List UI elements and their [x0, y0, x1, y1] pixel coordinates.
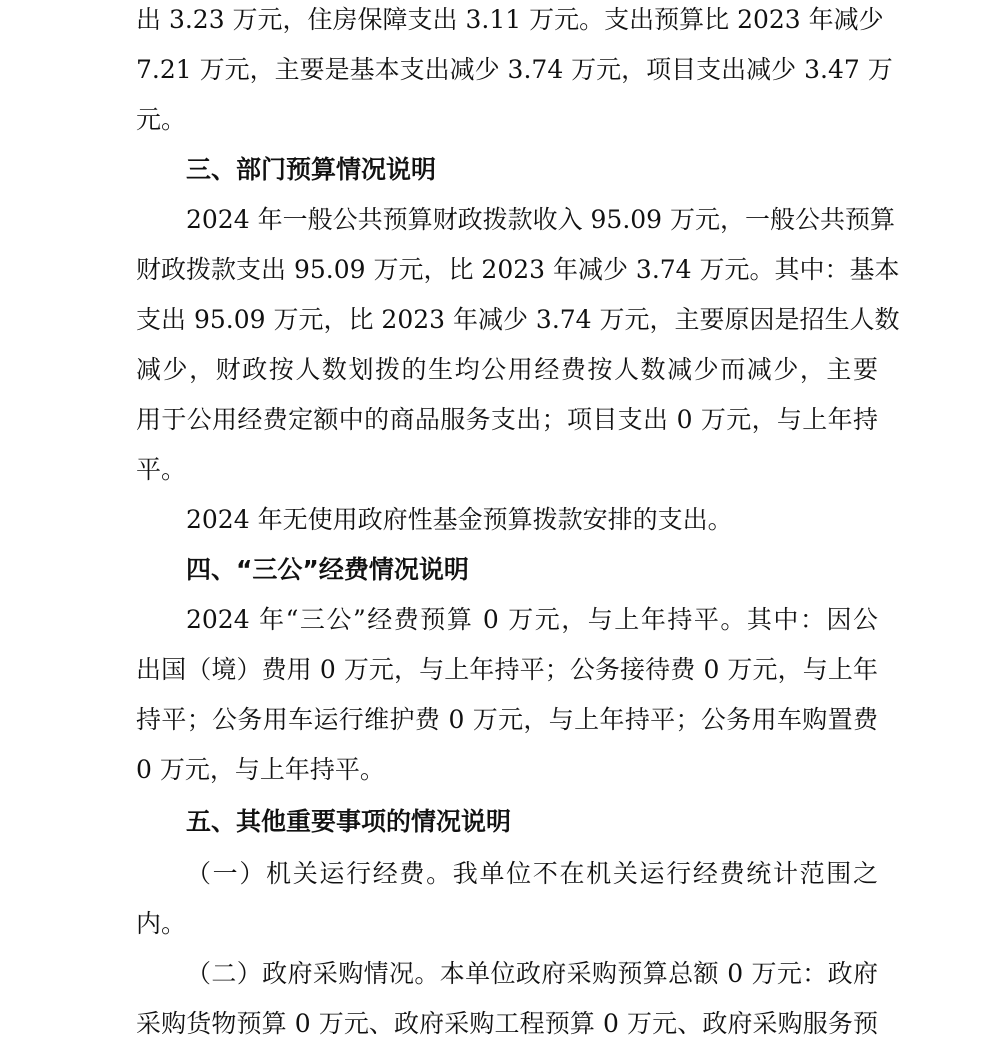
body-text-line: 用于公用经费定额中的商品服务支出；项目支出 0 万元，与上年持	[136, 405, 878, 434]
body-text-line: 出国（境）费用 0 万元，与上年持平；公务接待费 0 万元，与上年	[136, 655, 878, 684]
body-text-line: 平。	[136, 455, 187, 484]
body-text-line: 0 万元，与上年持平。	[136, 755, 385, 784]
body-text-line: 支出 95.09 万元，比 2023 年减少 3.74 万元，主要原因是招生人数	[136, 305, 900, 334]
body-text-line: 财政拨款支出 95.09 万元，比 2023 年减少 3.74 万元。其中：基本	[136, 255, 900, 284]
body-text-line: （二）政府采购情况。本单位政府采购预算总额 0 万元：政府	[186, 959, 878, 988]
body-text-line: 2024 年“三公”经费预算 0 万元，与上年持平。其中：因公	[186, 605, 878, 634]
body-text-line: 持平；公务用车运行维护费 0 万元，与上年持平；公务用车购置费	[136, 705, 878, 734]
body-text-line: （一）机关运行经费。我单位不在机关运行经费统计范围之	[186, 859, 878, 888]
body-text-line: 出 3.23 万元，住房保障支出 3.11 万元。支出预算比 2023 年减少	[136, 5, 884, 34]
section-heading-4: 四、“三公”经费情况说明	[186, 555, 469, 584]
section-heading-3: 三、部门预算情况说明	[186, 155, 437, 184]
body-text-line: 采购货物预算 0 万元、政府采购工程预算 0 万元、政府采购服务预	[136, 1009, 878, 1038]
body-text-line: 元。	[136, 105, 187, 134]
body-text-line: 2024 年无使用政府性基金预算拨款安排的支出。	[186, 505, 733, 534]
section-heading-5: 五、其他重要事项的情况说明	[186, 807, 512, 836]
body-text-line: 2024 年一般公共预算财政拨款收入 95.09 万元，一般公共预算	[186, 205, 896, 234]
body-text-line: 减少，财政按人数划拨的生均公用经费按人数减少而减少，主要	[136, 355, 878, 384]
body-text-line: 7.21 万元，主要是基本支出减少 3.74 万元，项目支出减少 3.47 万	[136, 55, 893, 84]
body-text-line: 内。	[136, 909, 187, 938]
